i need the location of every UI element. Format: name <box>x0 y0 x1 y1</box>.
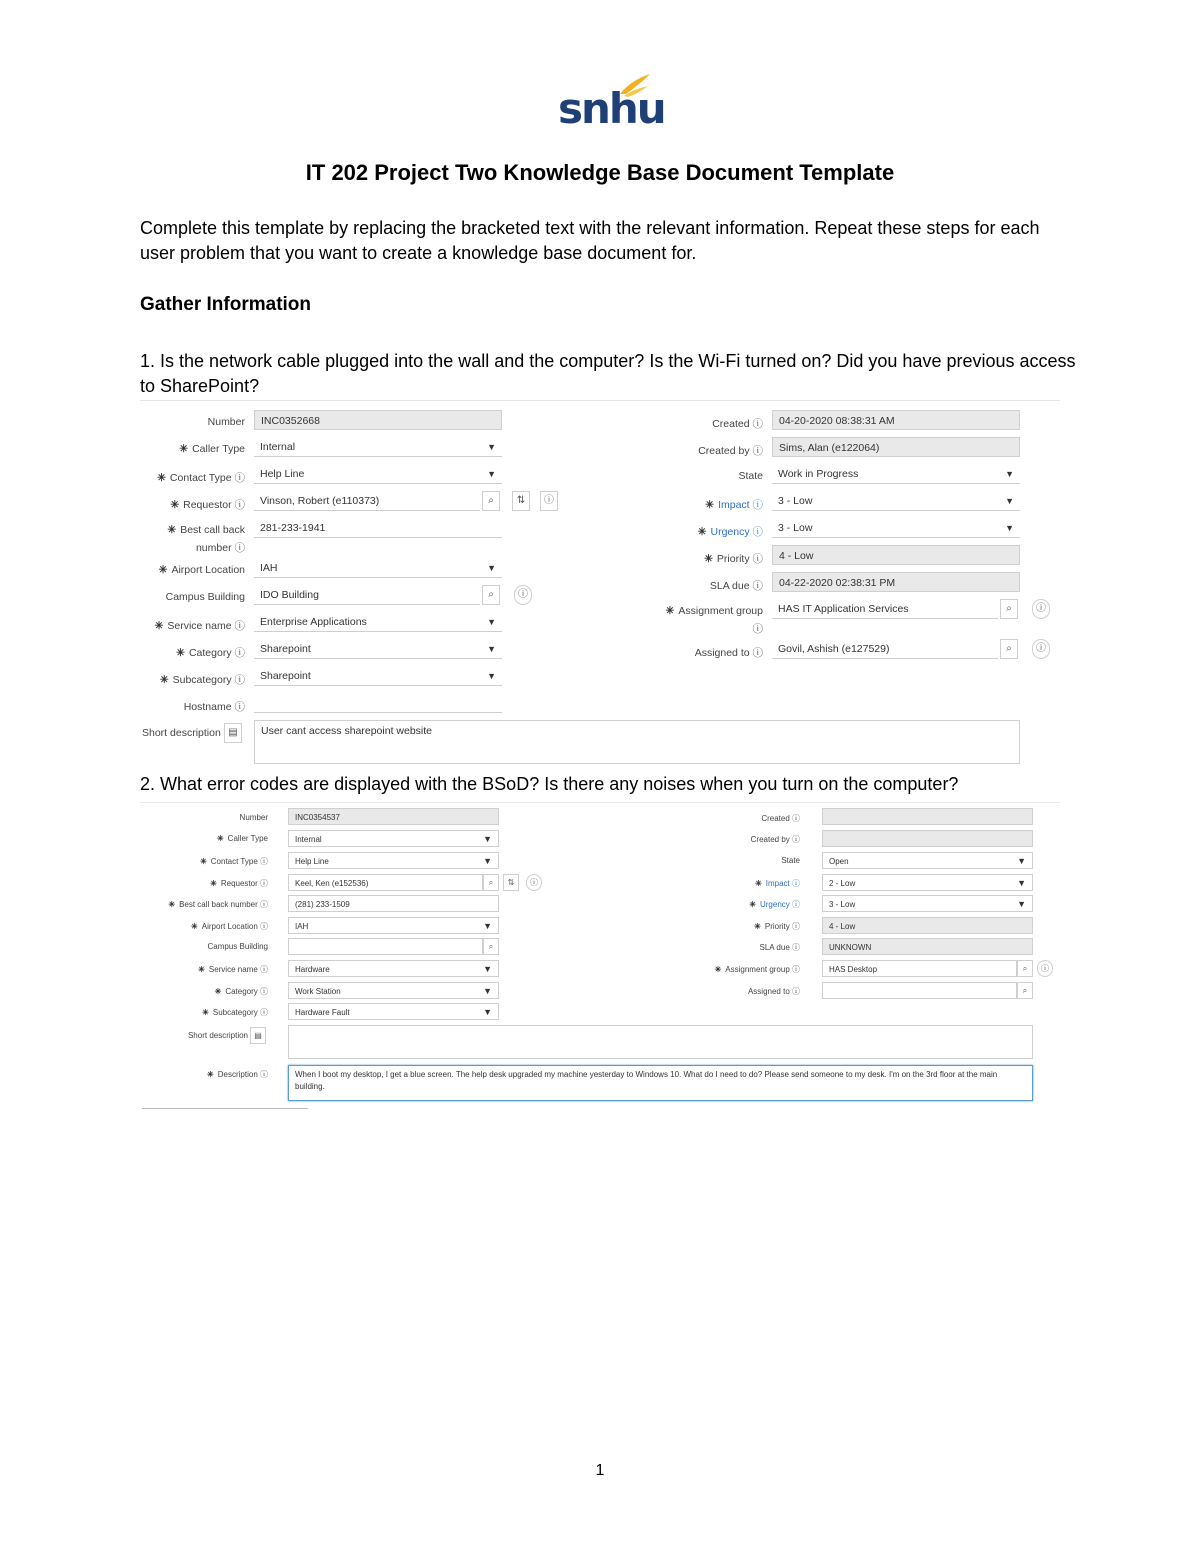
created-label: Created ⓘ <box>712 418 763 430</box>
airport-location-label: ✳ Airport Location ⓘ <box>191 922 268 931</box>
reference-icon[interactable]: ⇅ <box>512 491 530 511</box>
description-field[interactable]: When I boot my desktop, I get a blue screen. The help desk upgraded my machine yesterday to Windows 10. What do I need to do? Please send someone to my desk. I'm on the 3rd floor at the main building. <box>288 1065 1033 1101</box>
search-icon[interactable]: ⌕ <box>1017 982 1033 999</box>
state-label: State <box>738 470 763 482</box>
sla-due-field: UNKNOWN <box>822 938 1033 955</box>
question-2: 2. What error codes are displayed with the BSoD? Is there any noises when you turn on the computer? <box>140 774 959 794</box>
short-description-label: Short description <box>142 727 221 739</box>
subcategory-label: ✳ Subcategory ⓘ <box>159 674 245 686</box>
airport-location-label: ✳ Airport Location <box>158 564 245 576</box>
campus-building-field[interactable]: IDO Building <box>254 585 480 605</box>
requestor-field[interactable]: Vinson, Robert (e110373) <box>254 491 480 511</box>
created-field <box>822 808 1033 825</box>
requestor-label: ✳ Requestor ⓘ <box>170 499 245 511</box>
service-name-select[interactable]: Hardware ▼ <box>288 960 499 977</box>
state-label: State <box>781 856 800 865</box>
hostname-field[interactable] <box>254 693 502 713</box>
assignment-group-label-2: ⓘ <box>752 623 763 635</box>
number-field: INC0352668 <box>254 410 502 430</box>
assignment-group-field[interactable]: HAS IT Application Services <box>772 599 998 619</box>
question-1: 1. Is the network cable plugged into the wall and the computer? Is the Wi-Fi turned on? Did you have previous access to SharePoint? <box>140 351 1076 396</box>
urgency-label: ✳ Urgency ⓘ <box>749 900 800 909</box>
best-call-back-label: ✳ Best call back number ⓘ <box>168 900 268 909</box>
category-select[interactable]: Sharepoint ▼ <box>254 639 502 659</box>
priority-field: 4 - Low <box>772 545 1020 565</box>
description-label: ✳ Description ⓘ <box>207 1070 268 1079</box>
urgency-select[interactable]: 3 - Low ▼ <box>822 895 1033 912</box>
incident-form-1 <box>140 400 1060 771</box>
short-description-field[interactable]: User cant access sharepoint website <box>254 720 1020 764</box>
search-icon[interactable]: ⌕ <box>483 938 499 955</box>
number-label: Number <box>239 813 268 822</box>
info-icon[interactable]: ⓘ <box>1032 599 1050 619</box>
created-by-field <box>822 830 1033 847</box>
info-icon[interactable]: ⓘ <box>1032 639 1050 659</box>
assigned-to-field[interactable] <box>822 982 1017 999</box>
created-label: Created ⓘ <box>761 814 800 823</box>
airport-location-select[interactable]: IAH ▼ <box>254 558 502 578</box>
best-call-back-field[interactable]: (281) 233-1509 <box>288 895 499 912</box>
subcategory-select[interactable]: Hardware Fault ▼ <box>288 1003 499 1020</box>
campus-building-field[interactable] <box>288 938 483 955</box>
divider <box>142 1108 308 1109</box>
created-by-field: Sims, Alan (e122064) <box>772 437 1020 457</box>
created-by-label: Created by ⓘ <box>698 445 763 457</box>
created-field: 04-20-2020 08:38:31 AM <box>772 410 1020 430</box>
best-call-back-label: ✳ Best call back <box>167 524 245 536</box>
best-call-back-label-2: number ⓘ <box>195 542 245 554</box>
impact-label: ✳ Impact ⓘ <box>705 499 763 511</box>
contact-type-select[interactable]: Help Line ▼ <box>288 852 499 869</box>
reference-icon[interactable]: ⇅ <box>503 874 519 891</box>
category-label: ✳ Category ⓘ <box>214 987 268 996</box>
search-icon[interactable]: ⌕ <box>483 874 499 891</box>
priority-label: ✳ Priority ⓘ <box>704 553 763 565</box>
spellcheck-icon[interactable]: ▤ <box>250 1027 266 1044</box>
number-field: INC0354537 <box>288 808 499 825</box>
priority-label: ✳ Priority ⓘ <box>754 922 800 931</box>
caller-type-label: ✳ Caller Type <box>179 443 245 455</box>
airport-location-select[interactable]: IAH ▼ <box>288 917 499 934</box>
service-name-label: ✳ Service name ⓘ <box>198 965 268 974</box>
info-icon[interactable]: ⓘ <box>514 585 532 605</box>
impact-select[interactable]: 2 - Low ▼ <box>822 874 1033 891</box>
priority-field: 4 - Low <box>822 917 1033 934</box>
caller-type-label: ✳ Caller Type <box>216 834 268 843</box>
contact-type-label: ✳ Contact Type ⓘ <box>200 857 268 866</box>
short-description-label: Short description <box>187 1031 248 1040</box>
section-heading: Gather Information <box>140 294 312 315</box>
impact-label: ✳ Impact ⓘ <box>755 879 800 888</box>
assignment-group-field[interactable]: HAS Desktop <box>822 960 1017 977</box>
campus-building-label: Campus Building <box>207 942 268 951</box>
assigned-to-label: Assigned to ⓘ <box>747 987 800 996</box>
intro-paragraph: Complete this template by replacing the bracketed text with the relevant information. Repeat these steps for each user problem that you want to create a knowledge base document for. <box>140 218 1040 263</box>
campus-building-label: Campus Building <box>165 591 245 603</box>
service-name-label: ✳ Service name ⓘ <box>154 620 245 632</box>
contact-type-select[interactable]: Help Line ▼ <box>254 464 502 484</box>
page-number: 1 <box>595 1462 605 1479</box>
subcategory-label: ✳ Subcategory ⓘ <box>202 1008 268 1017</box>
document-title: IT 202 Project Two Knowledge Base Document Template <box>305 160 895 185</box>
logo-text: snhu <box>558 84 665 133</box>
contact-type-label: ✳ Contact Type ⓘ <box>157 472 245 484</box>
info-icon[interactable]: ⓘ <box>1037 960 1053 977</box>
search-icon[interactable]: ⌕ <box>1000 599 1018 619</box>
incident-form-2 <box>140 802 1060 1108</box>
caller-type-select[interactable]: Internal ▼ <box>254 437 502 457</box>
impact-select[interactable]: 3 - Low ▼ <box>772 491 1020 511</box>
created-by-label: Created by ⓘ <box>750 835 800 844</box>
subcategory-select[interactable]: Sharepoint ▼ <box>254 666 502 686</box>
requestor-label: ✳ Requestor ⓘ <box>210 879 268 888</box>
state-select[interactable]: Open ▼ <box>822 852 1033 869</box>
spellcheck-icon[interactable]: ▤ <box>224 723 242 743</box>
urgency-label: ✳ Urgency ⓘ <box>697 526 763 538</box>
caller-type-select[interactable]: Internal ▼ <box>288 830 499 847</box>
search-icon[interactable]: ⌕ <box>1017 960 1033 977</box>
assigned-to-field[interactable]: Govil, Ashish (e127529) <box>772 639 998 659</box>
search-icon[interactable]: ⌕ <box>482 585 500 605</box>
urgency-select[interactable]: 3 - Low ▼ <box>772 518 1020 538</box>
requestor-field[interactable]: Keel, Ken (e152536) <box>288 874 483 891</box>
search-icon[interactable]: ⌕ <box>1000 639 1018 659</box>
best-call-back-field[interactable]: 281-233-1941 <box>254 518 502 538</box>
service-name-select[interactable]: Enterprise Applications ▼ <box>254 612 502 632</box>
hostname-label: Hostname ⓘ <box>183 701 245 713</box>
sla-due-label: SLA due ⓘ <box>759 943 800 952</box>
short-description-field[interactable] <box>288 1025 1033 1059</box>
sla-due-label: SLA due ⓘ <box>709 580 763 592</box>
snhu-logo <box>558 72 665 136</box>
assigned-to-label: Assigned to ⓘ <box>694 647 763 659</box>
assignment-group-label: ✳ Assignment group ⓘ <box>714 965 800 974</box>
info-icon[interactable]: ⓘ <box>540 491 558 511</box>
assignment-group-label: ✳ Assignment group <box>665 605 763 617</box>
state-select[interactable]: Work in Progress ▼ <box>772 464 1020 484</box>
sla-due-field: 04-22-2020 02:38:31 PM <box>772 572 1020 592</box>
category-label: ✳ Category ⓘ <box>176 647 245 659</box>
info-icon[interactable]: ⓘ <box>526 874 542 891</box>
category-select[interactable]: Work Station ▼ <box>288 982 499 999</box>
search-icon[interactable]: ⌕ <box>482 491 500 511</box>
number-label: Number <box>207 416 245 428</box>
